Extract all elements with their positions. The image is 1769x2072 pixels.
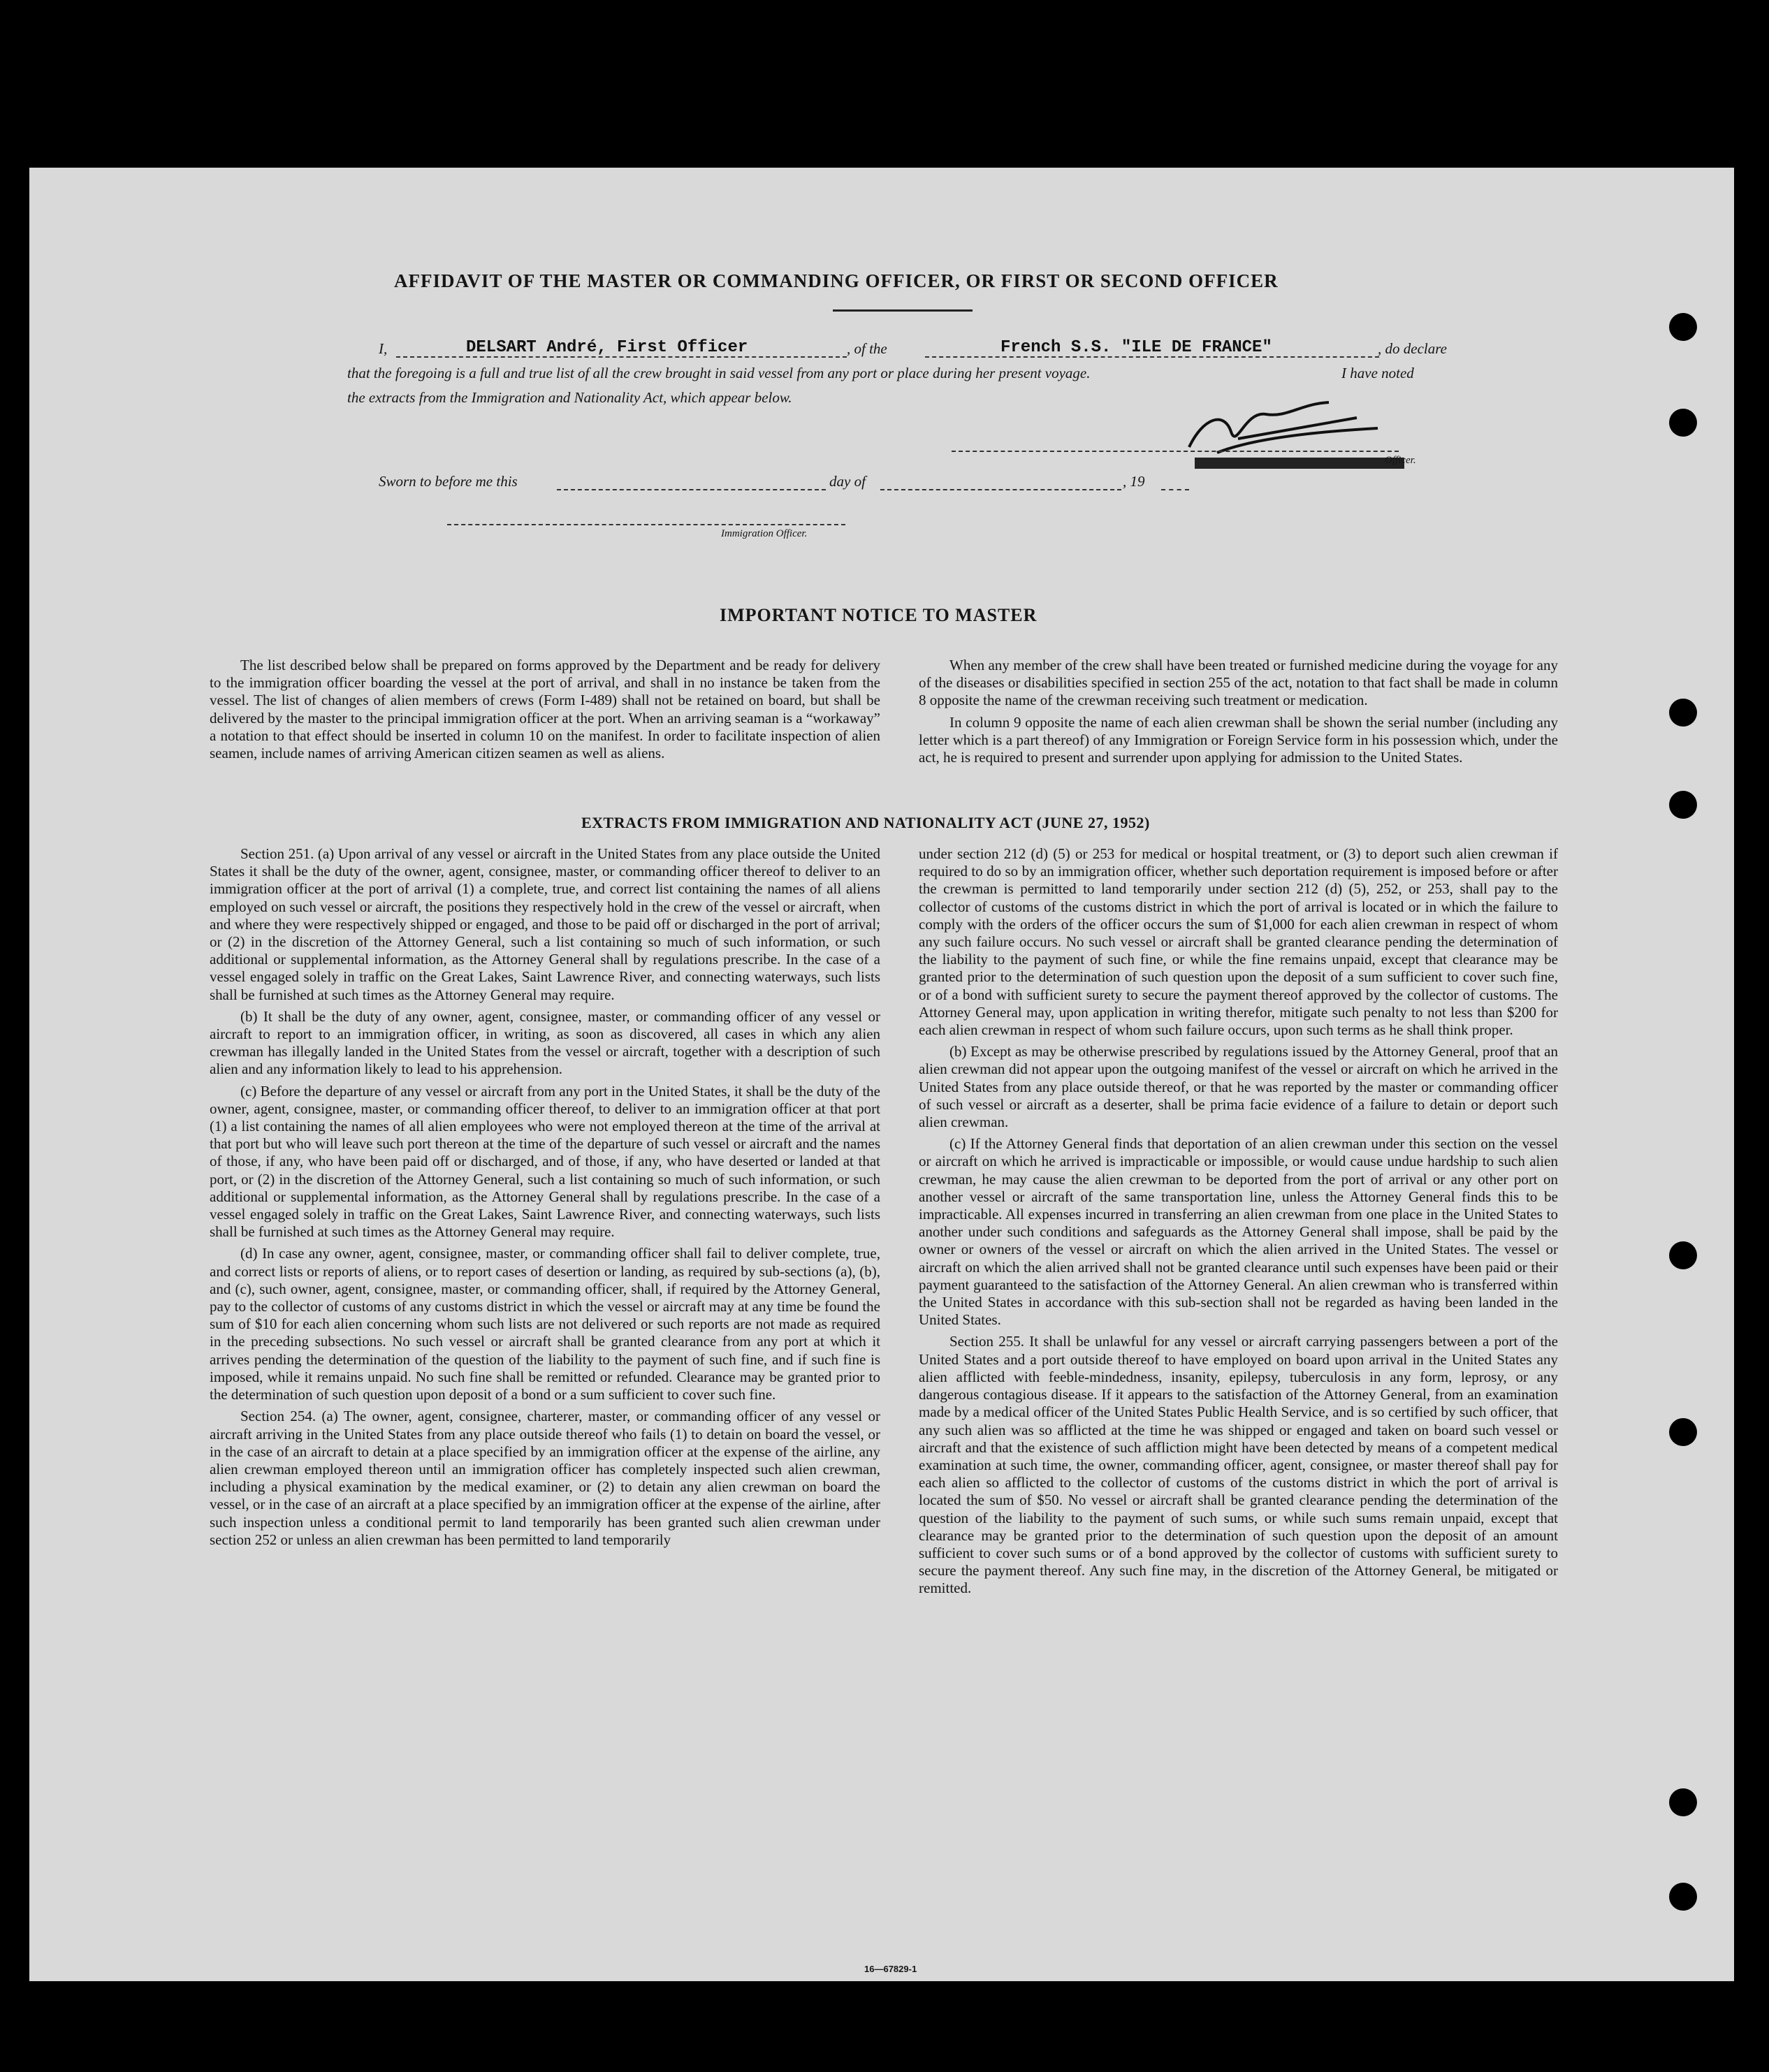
- sworn-month-line: [880, 489, 1121, 490]
- notice-right-paragraph-2: In column 9 opposite the name of each alien crewman shall be shown the serial number (including any letter which is a part thereof) of any Immigration or Foreign Service form in his possession which, under the act, he is required to present and surrender upon applying for admission to the United States.: [919, 713, 1558, 766]
- vessel-value: French S.S. "ILE DE FRANCE": [1000, 338, 1272, 357]
- extract-paragraph: (d) In case any owner, agent, consignee, master, or commanding officer shall fail to deliver complete, true, and correct lists or reports of aliens, or to report cases of desertion or landing, as required by sub-sections (a), (b), and (c), such owner, agent, consignee, master, or commanding officer, shall, if required by the Attorney General, pay to the collector of customs of any customs district in which the vessel or aircraft may at any time be found the sum of $10 for each alien concerning whom such lists are not delivered or such reports are not made as required in the preceding subsections. No such vessel or aircraft shall be granted clearance from any port at which it arrives pending the determination of the question of the liability to the payment of such fine, and if such fine is imposed, while it remains unpaid. No such fine shall be remitted or refunded. Clearance may be granted prior to the determination of such question upon deposit of a bond or a sum sufficient to cover such fine.: [210, 1245, 880, 1403]
- extract-paragraph: Section 251. (a) Upon arrival of any vessel or aircraft in the United States from any place outside the United States it shall be the duty of the owner, agent, consignee, master, or commanding officer thereof to deliver to an immigration officer at the port of arrival (1) a complete, true, and correct list containing the names of all aliens employed on such vessel or aircraft, the positions they respectively hold in the crew of the vessel or aircraft, when and where they were respectively shipped or engaged, and those to be paid off or discharged in the port of arrival; or (2) in the discretion of the Attorney General, such a list containing so much of such information, or such additional or supplemental information, as the Attorney General shall by regulations prescribe. In the case of a vessel engaged solely in traffic on the Great Lakes, Saint Lawrence River, and connecting waterways, such lists shall be furnished at such times as the Attorney General may require.: [210, 845, 880, 1003]
- extract-paragraph: (b) Except as may be otherwise prescribed by regulations issued by the Attorney General, proof that an alien crewman did not appear upon the outgoing manifest of the vessel or aircraft on which he arrived in the United States from any place outside thereof, or that he was reported by the master or commanding officer of such vessel or aircraft as a deserter, shall be prima facie evidence of a failure to detain or deport such alien crewman.: [919, 1043, 1558, 1131]
- declaration-line-1: that the foregoing is a full and true list of all the crew brought in said vessel from any port or place during her present voyage.: [347, 365, 1091, 381]
- extract-paragraph: (c) If the Attorney General finds that deportation of an alien crewman under this section on the vessel or aircraft on which he arrived is impracticable or impossible, or would cause undue hardship to such alien crewman, he may cause the alien crewman to be deported from the port of arrival or any other port on another vessel or aircraft of the same transportation line, unless the Attorney General finds this to be impracticable. All expenses incurred in transferring an alien crewman from one place in the United States to another under such conditions and safeguards as the Attorney General shall impose, shall be paid by the owner or owners of the vessel or aircraft on which the alien arrived in the United States. The vessel or aircraft on which the alien arrived shall not be granted clearance until such expenses have been paid or their payment guaranteed to the satisfaction of the Attorney General. An alien crewman who is transferred within the United States in accordance with this sub-section shall not be regarded as having been landed in the United States.: [919, 1135, 1558, 1329]
- sworn-year-line: [1161, 489, 1189, 490]
- declaration-line-2: the extracts from the Immigration and Nationality Act, which appear below.: [347, 389, 792, 406]
- punch-hole: [1669, 699, 1697, 727]
- extract-paragraph: under section 212 (d) (5) or 253 for medical or hospital treatment, or (3) to deport such alien crewman if required to do so by an immigration officer, whether such deportation requirement is imposed before or after the crewman is permitted to land temporarily under section 212 (d) (5), 252, or 253, shall pay to the collector of customs of the customs district in which the port of arrival is located or in which the failure to comply with the orders of the officer occurs the sum of $1,000 for each alien crewman in respect of whom any such failure occurs. No such vessel or aircraft shall be granted clearance pending the determination of the liability to the payment of such fine, or while the fine remains unpaid, except that clearance may be granted prior to the determination of such question upon the deposit of a sum sufficient to cover such fine, or of a bond with sufficient surety to secure the payment thereof approved by the collector of customs. The Attorney General may, upon application in writing therefor, mitigate such penalty to not less than $200 for each alien crewman in respect of whom such failure occurs, upon such terms as he shall think proper.: [919, 845, 1558, 1039]
- extracts-title: EXTRACTS FROM IMMIGRATION AND NATIONALITY ACT (JUNE 27, 1952): [581, 814, 1150, 831]
- extracts-left-column: [210, 845, 880, 1549]
- sworn-day-line: [557, 489, 826, 490]
- immigration-officer-line: [447, 524, 845, 525]
- officer-name-value: DELSART André, First Officer: [466, 338, 748, 357]
- document-sheet: [29, 168, 1734, 1981]
- notice-right-paragraph-1: When any member of the crew shall have been treated or furnished medicine during the voyage for any of the diseases or disabilities specified in section 255 of the act, notation to that fact shall be made in column 8 opposite the name of the crewman receiving such treatment or medication.: [919, 657, 1558, 709]
- notice-left-column: [210, 657, 880, 762]
- punch-hole: [1669, 1788, 1697, 1816]
- redaction-strike: [1195, 458, 1404, 469]
- year-label: , 19: [1123, 473, 1145, 490]
- i-label: I,: [379, 340, 388, 357]
- punch-hole: [1669, 1883, 1697, 1911]
- officer-label: Officer.: [1385, 455, 1416, 466]
- punch-hole: [1669, 313, 1697, 341]
- officer-signature: [1175, 390, 1399, 467]
- i-have-noted: I have noted: [1341, 365, 1414, 381]
- form-number: 16—67829-1: [864, 1964, 917, 1974]
- notice-title: IMPORTANT NOTICE TO MASTER: [720, 605, 1038, 625]
- punch-hole: [1669, 1418, 1697, 1446]
- punch-hole: [1669, 1241, 1697, 1269]
- notice-left-paragraph: The list described below shall be prepared on forms approved by the Department and be ready for delivery to the immigration officer boarding the vessel at the port of arrival, and shall in no instance be taken from the vessel. The list of changes of alien members of crews (Form I-489) shall not be retained on board, but shall be delivered by the master to the principal immigration officer at the port. When an arriving seaman is a “workaway” a notation to that effect should be inserted in column 10 on the manifest. In order to facilitate inspection of alien seamen, include names of arriving American citizen seamen as well as aliens.: [210, 657, 880, 762]
- day-of-label: day of: [829, 473, 866, 490]
- extract-paragraph: (c) Before the departure of any vessel or aircraft from any port in the United States, it shall be the duty of the owner, agent, consignee, master, or commanding officer thereof, to deliver to an immigration officer at that port (1) a list containing the names of all alien employees who were not employed thereon at the time of the arrival at that port but who will leave such port thereon at the time of the departure of such vessel or aircraft and the names of those, if any, who have been paid off or discharged, and of those, if any, who have deserted or landed at that port, or (2) in the discretion of the Attorney General, such a list containing so much of such information, or such additional or supplemental information, as the Attorney General shall by regulations prescribe. In the case of a vessel engaged solely in traffic on the Great Lakes, Saint Lawrence River, and connecting waterways, such lists shall be furnished at such times as the Attorney General may require.: [210, 1082, 880, 1241]
- affidavit-title: AFFIDAVIT OF THE MASTER OR COMMANDING OFFICER, OR FIRST OR SECOND OFFICER: [394, 270, 1279, 291]
- extract-paragraph: Section 255. It shall be unlawful for any vessel or aircraft carrying passengers between a port of the United States and a port outside thereof to have employed on board upon arrival in the United States any alien afflicted with feeble-mindedness, insanity, epilepsy, tuberculosis in any form, leprosy, or any dangerous contagious disease. If it appears to the satisfaction of the Attorney General, from an examination made by a medical officer of the United States Public Health Service, and is so certified by such officer, that any such alien was so afflicted at the time he was shipped or engaged and taken on board such vessel or aircraft and that the existence of such affliction might have been detected by means of a competent medical examination at such time, the owner, commanding officer, agent, consignee, or master thereof shall pay for each alien so afflicted to the collector of customs of the customs district in which the port of arrival is located the sum of $50. No vessel or aircraft shall be granted clearance pending the determination of the question of the liability to the payment of such sums, or while such sums remain unpaid, except that clearance may be granted prior to the determination of such question upon the deposit of an amount sufficient to cover such sums or of a bond approved by the collector of customs with sufficient surety to secure the payment thereof. Any such fine may, in the discretion of the Attorney General, be mitigated or remitted.: [919, 1333, 1558, 1597]
- extracts-right-column: [919, 845, 1558, 1598]
- immigration-officer-label: Immigration Officer.: [721, 528, 808, 539]
- of-the-label: , of the: [847, 340, 887, 357]
- punch-hole: [1669, 791, 1697, 819]
- notice-right-column: [919, 657, 1558, 766]
- signature-line: [952, 451, 1399, 452]
- punch-hole: [1669, 409, 1697, 437]
- extract-paragraph: Section 254. (a) The owner, agent, consignee, charterer, master, or commanding officer of any vessel or aircraft arriving in the United States from any place outside thereof who fails (1) to detain on board the vessel, or in the case of an aircraft to detain at a place specified by an immigration officer at the expense of the airline, any alien crewman employed thereon until an immigration officer has completely inspected such alien crewman, including a physical examination by the medical examiner, or (2) to detain any alien crewman on board the vessel, or in the case of an aircraft at a place specified by an immigration officer at the expense of the airline, after such inspection unless a conditional permit to land temporarily has been granted such alien crewman under section 252 or unless an alien crewman has been permitted to land temporarily: [210, 1408, 880, 1548]
- do-declare-label: , do declare: [1378, 340, 1447, 357]
- extract-paragraph: (b) It shall be the duty of any owner, agent, consignee, master, or commanding officer of any vessel or aircraft to report to an immigration officer, in writing, as soon as discovered, all cases in which any alien crewman has illegally landed in the United States from the vessel or aircraft, together with a description of such alien and any information likely to lead to his apprehension.: [210, 1007, 880, 1078]
- sworn-label: Sworn to before me this: [379, 473, 518, 490]
- title-underline: [833, 309, 973, 312]
